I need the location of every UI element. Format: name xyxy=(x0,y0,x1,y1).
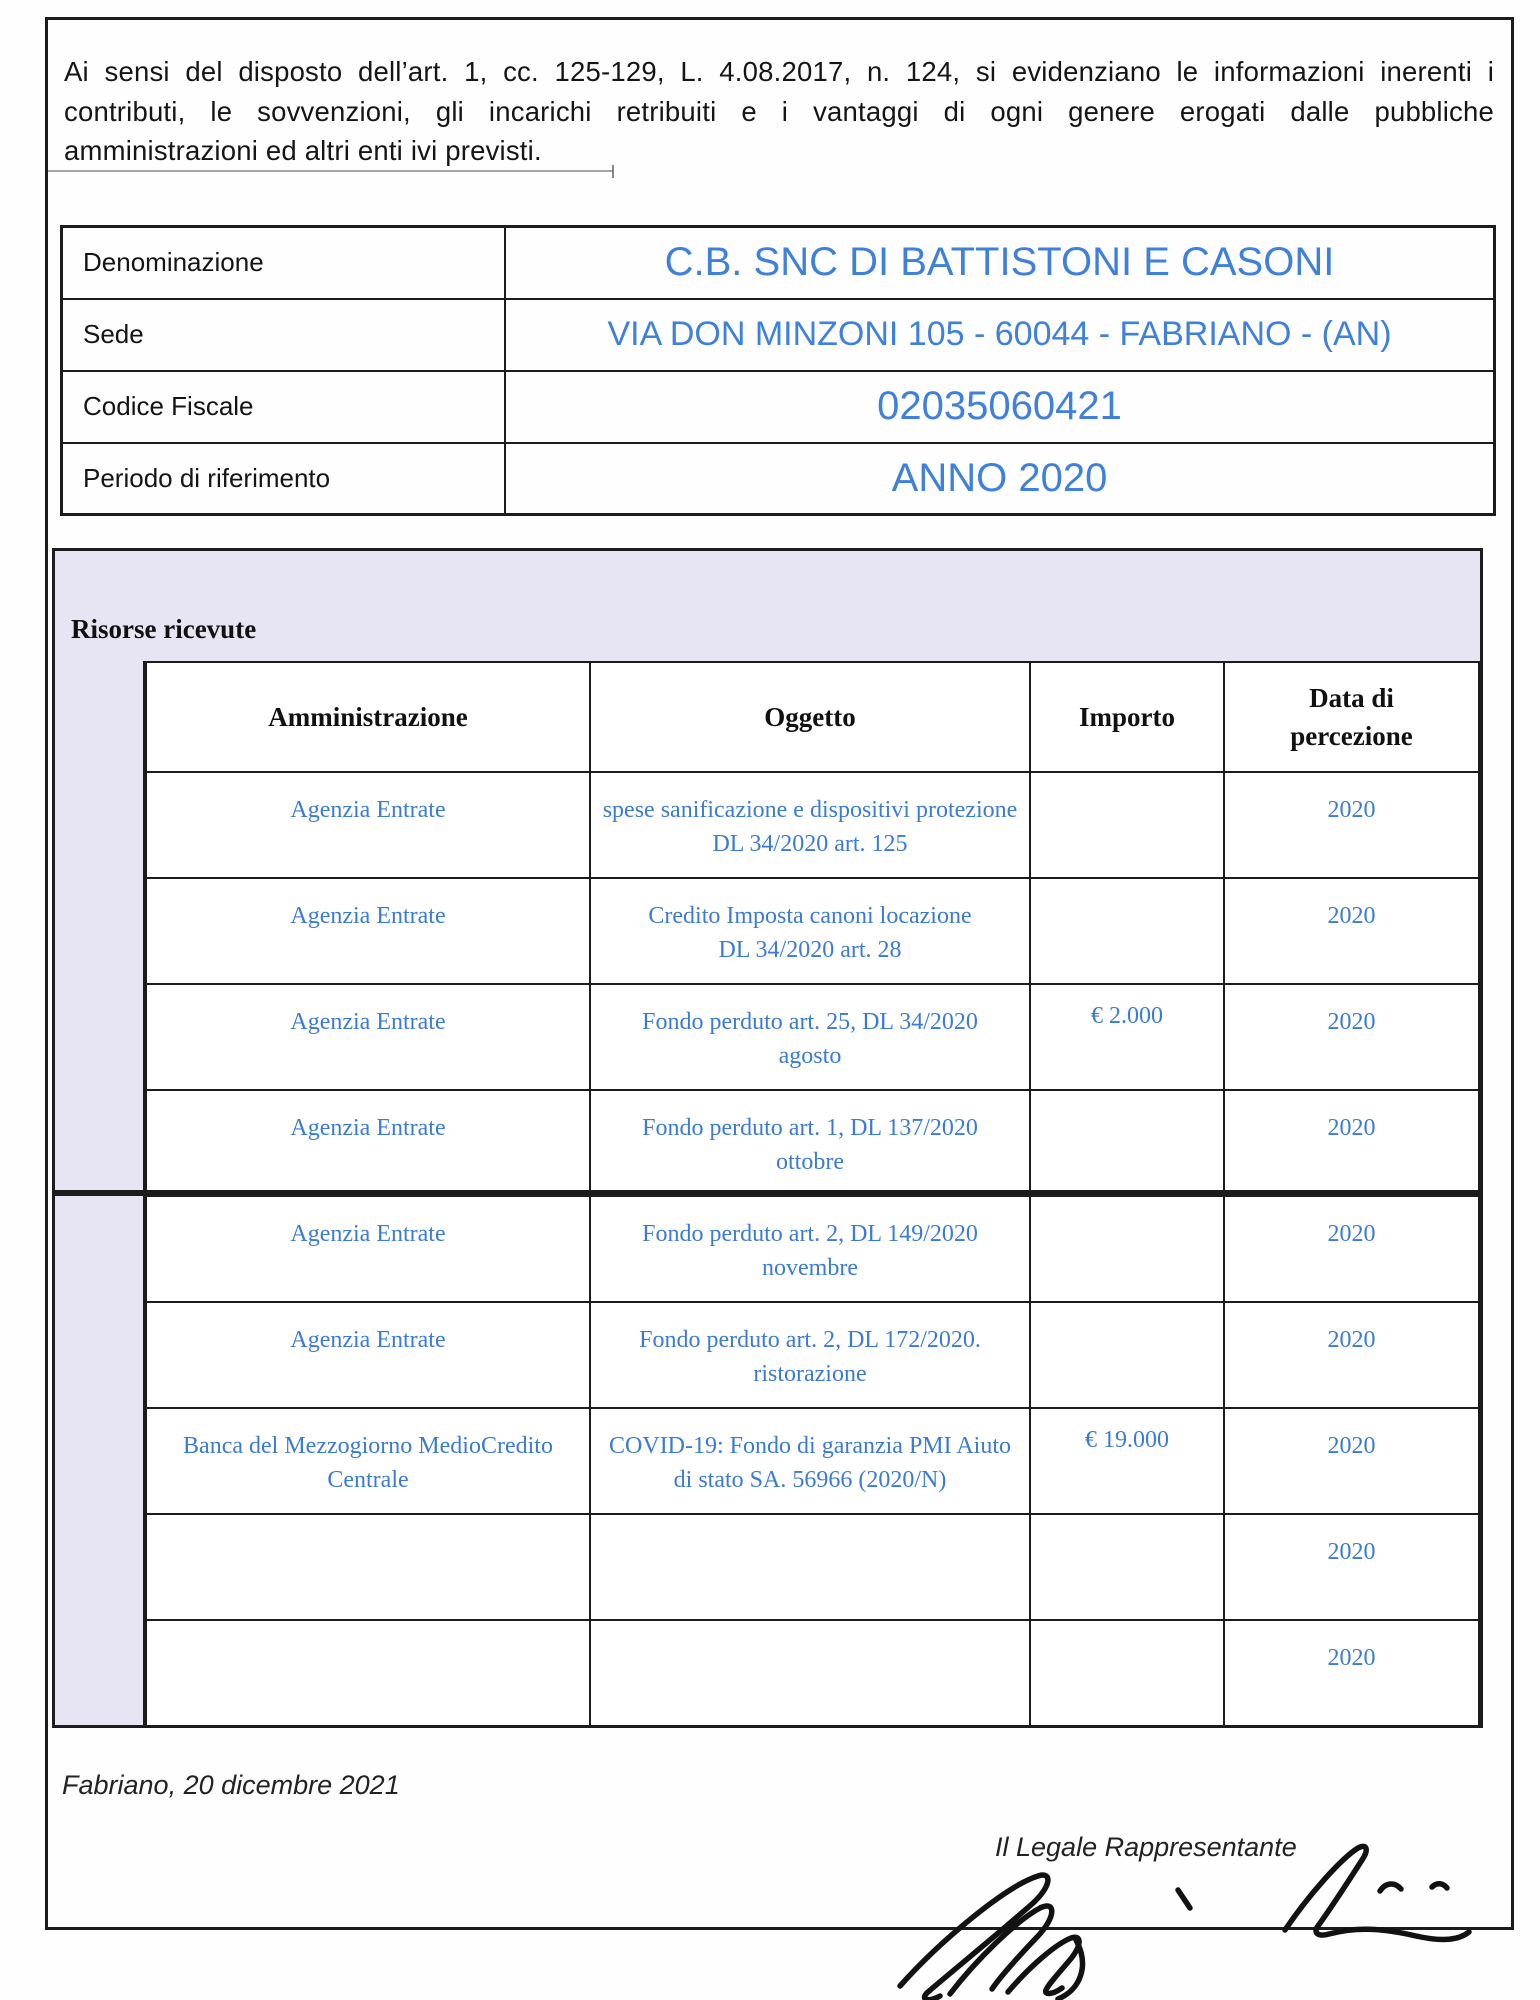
resources-section xyxy=(52,548,1483,1728)
cell-oggetto: COVID-19: Fondo di garanzia PMI Aiuto di stato SA. 56966 (2020/N) xyxy=(590,1408,1030,1514)
cell-importo xyxy=(1030,1302,1224,1408)
table-row xyxy=(146,772,1479,878)
intro-line: amministrazioni ed altri enti ivi previsti. xyxy=(64,135,542,166)
table-row xyxy=(62,227,1495,299)
intro-line: contributi, le sovvenzioni, gli incarichi retribuiti e i vantaggi di ogni genere erogati dalle pubbliche xyxy=(64,95,1494,127)
cell-oggetto xyxy=(590,1514,1030,1620)
cell-amministrazione: Banca del Mezzogiorno MedioCredito Centrale xyxy=(146,1408,590,1514)
table-row xyxy=(146,1620,1479,1726)
cell-data-percezione: 2020 xyxy=(1224,1090,1479,1196)
cell-importo xyxy=(1030,1196,1224,1302)
cell-amministrazione: Agenzia Entrate xyxy=(146,1302,590,1408)
cell-oggetto: Fondo perduto art. 25, DL 34/2020 agosto xyxy=(590,984,1030,1090)
column-header-oggetto: Oggetto xyxy=(590,662,1030,772)
cell-data-percezione: 2020 xyxy=(1224,984,1479,1090)
cell-amministrazione xyxy=(146,1620,590,1726)
table-row xyxy=(146,1302,1479,1408)
table-row xyxy=(62,443,1495,515)
column-header-data-di-percezione: Data di percezione xyxy=(1224,662,1479,772)
cell-oggetto: Fondo perduto art. 2, DL 149/2020 novembre xyxy=(590,1196,1030,1302)
place-date: Fabriano, 20 dicembre 2021 xyxy=(62,1770,400,1800)
cell-oggetto xyxy=(590,1620,1030,1726)
cell-data-percezione: 2020 xyxy=(1224,878,1479,984)
cell-amministrazione: Agenzia Entrate xyxy=(146,878,590,984)
info-value-periodo: ANNO 2020 xyxy=(505,443,1495,515)
cell-importo xyxy=(1030,1514,1224,1620)
table-header-row xyxy=(146,662,1479,772)
cell-data-percezione: 2020 xyxy=(1224,1408,1479,1514)
table-row xyxy=(146,984,1479,1090)
info-label-codice-fiscale: Codice Fiscale xyxy=(62,371,506,443)
cell-oggetto: Fondo perduto art. 1, DL 137/2020 ottobre xyxy=(590,1090,1030,1196)
table-row xyxy=(146,1090,1479,1196)
column-header-amministrazione: Amministrazione xyxy=(146,662,590,772)
cell-amministrazione: Agenzia Entrate xyxy=(146,1196,590,1302)
cell-data-percezione: 2020 xyxy=(1224,1302,1479,1408)
column-header-importo: Importo xyxy=(1030,662,1224,772)
cell-data-percezione: 2020 xyxy=(1224,1514,1479,1620)
cell-amministrazione: Agenzia Entrate xyxy=(146,772,590,878)
intro-line: Ai sensi del disposto dell’art. 1, cc. 125-129, L. 4.08.2017, n. 124, si evidenziano le informazioni inerenti i xyxy=(64,56,1494,87)
cell-importo xyxy=(1030,772,1224,878)
cell-importo: € 19.000 xyxy=(1030,1408,1224,1514)
cell-importo xyxy=(1030,1090,1224,1196)
info-value-sede: VIA DON MINZONI 105 - 60044 - FABRIANO - (AN) xyxy=(505,299,1495,371)
cell-data-percezione: 2020 xyxy=(1224,1196,1479,1302)
cell-importo: € 2.000 xyxy=(1030,984,1224,1090)
table-row xyxy=(62,299,1495,371)
table-row xyxy=(146,1514,1479,1620)
table-row xyxy=(146,1196,1479,1302)
cell-oggetto: Credito Imposta canoni locazione DL 34/2020 art. 28 xyxy=(590,878,1030,984)
company-info-table xyxy=(60,225,1496,516)
cell-oggetto: spese sanificazione e dispositivi protezione DL 34/2020 art. 125 xyxy=(590,772,1030,878)
table-row xyxy=(62,371,1495,443)
signatory-title: Il Legale Rappresentante xyxy=(995,1832,1297,1862)
cell-importo xyxy=(1030,878,1224,984)
cell-data-percezione: 2020 xyxy=(1224,1620,1479,1726)
handwritten-signature xyxy=(880,1838,1500,2000)
table-row xyxy=(146,1408,1479,1514)
info-value-codice-fiscale: 02035060421 xyxy=(505,371,1495,443)
info-label-sede: Sede xyxy=(62,299,506,371)
cell-importo xyxy=(1030,1620,1224,1726)
info-label-denominazione: Denominazione xyxy=(62,227,506,299)
intro-paragraph xyxy=(64,52,1494,171)
table-row xyxy=(146,878,1479,984)
cell-amministrazione: Agenzia Entrate xyxy=(146,984,590,1090)
cell-data-percezione: 2020 xyxy=(1224,772,1479,878)
cell-oggetto: Fondo perduto art. 2, DL 172/2020. ristorazione xyxy=(590,1302,1030,1408)
cell-amministrazione: Agenzia Entrate xyxy=(146,1090,590,1196)
cell-amministrazione xyxy=(146,1514,590,1620)
resources-section-title: Risorse ricevute xyxy=(55,551,1480,661)
info-label-periodo: Periodo di riferimento xyxy=(62,443,506,515)
info-value-denominazione: C.B. SNC DI BATTISTONI E CASONI xyxy=(505,227,1495,299)
page-break-line xyxy=(52,1190,1483,1196)
